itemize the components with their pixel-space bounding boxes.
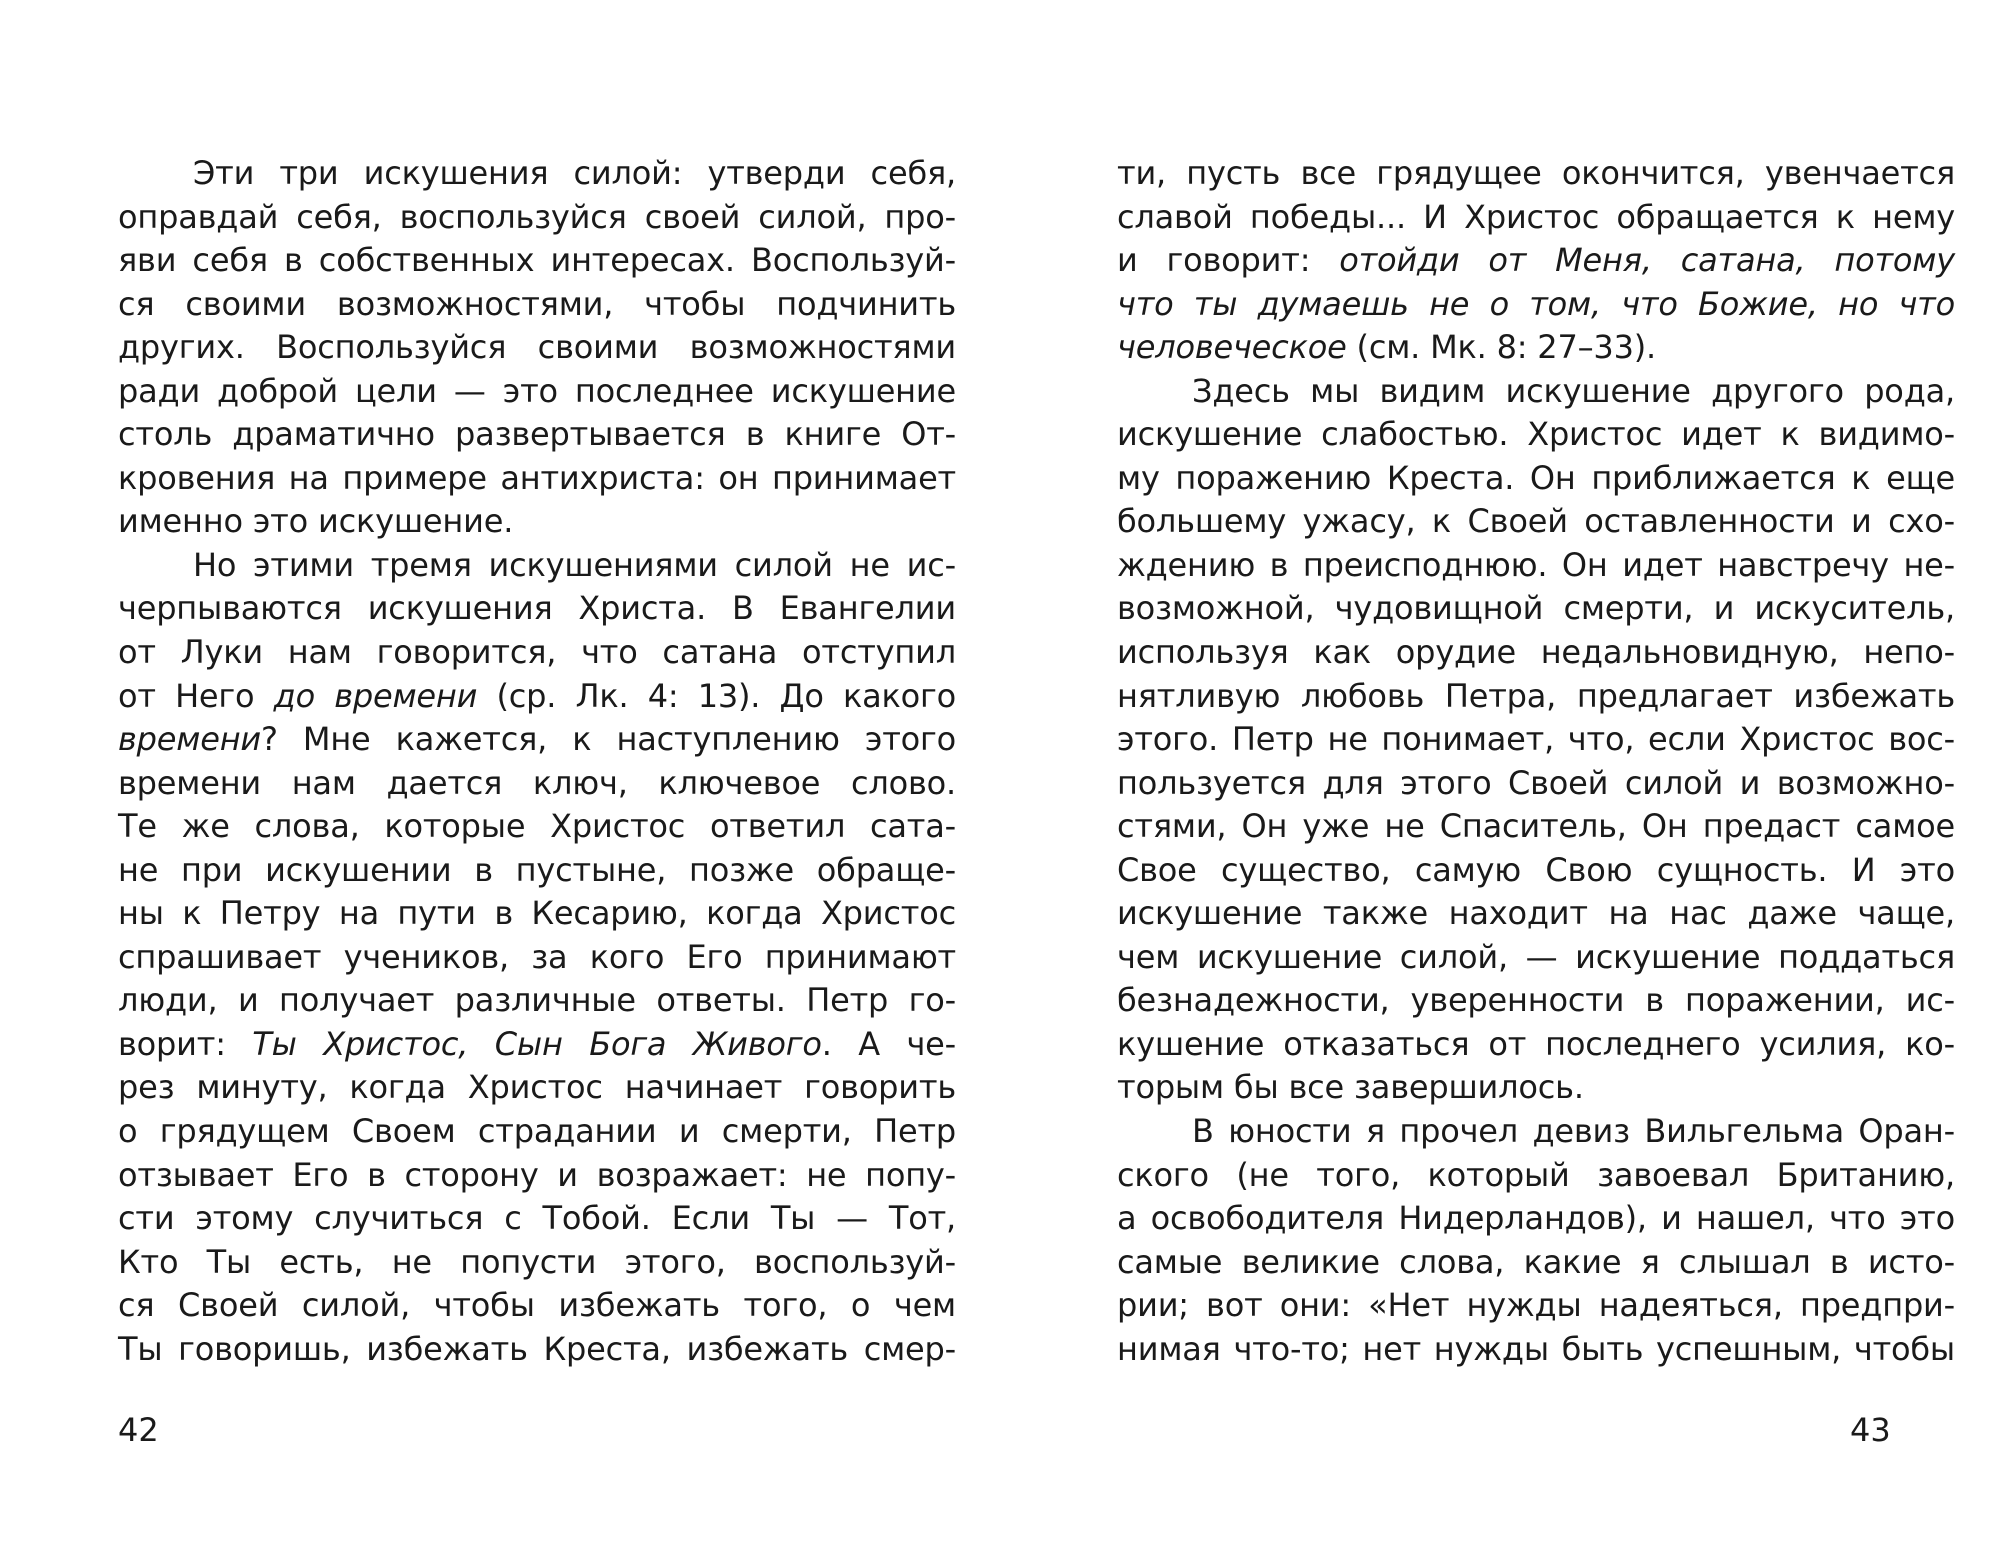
text-segment: этого. Петр не понимает, что, если Христос вос- <box>1117 720 1955 759</box>
text-line <box>1117 762 1955 806</box>
text-line <box>118 936 956 980</box>
text-segment: нимая что-то; нет нужды быть успешным, чтобы <box>1117 1329 1955 1368</box>
text-line <box>118 544 956 588</box>
page-number-left: 42 <box>118 1411 159 1449</box>
text-segment: нятливую любовь Петра, предлагает избежать <box>1117 676 1955 715</box>
text-segment: ны к Петру на пути в Кесарию, когда Христос <box>118 894 956 933</box>
italic-text: человеческое <box>1117 328 1347 367</box>
text-line <box>118 718 956 762</box>
text-line <box>118 805 956 849</box>
text-segment: Но этими тремя искушениями силой не ис- <box>193 545 956 584</box>
text-line <box>118 196 956 240</box>
text-line <box>1117 1241 1955 1285</box>
text-line <box>118 892 956 936</box>
text-segment: кушение отказаться от последнего усилия, ко- <box>1117 1024 1955 1063</box>
text-segment: ради доброй цели — это последнее искушение <box>118 371 956 410</box>
text-segment: Ты говоришь, избежать Креста, избежать смер- <box>118 1329 956 1368</box>
text-line <box>1117 979 1955 1023</box>
text-segment: самые великие слова, какие я слышал в исто- <box>1117 1242 1955 1281</box>
text-line <box>1117 544 1955 588</box>
text-line <box>118 370 956 414</box>
text-line <box>1117 1066 1955 1110</box>
text-line <box>1117 805 1955 849</box>
text-segment: ти, пусть все грядущее окончится, увенчается <box>1117 154 1955 192</box>
text-line <box>118 1197 956 1241</box>
text-line <box>1117 849 1955 893</box>
text-line <box>118 457 956 501</box>
text-segment: используя как орудие недальновидную, непо- <box>1117 633 1955 672</box>
text-segment: ского (не того, который завоевал Британию, <box>1117 1155 1955 1194</box>
text-segment: от Луки нам говорится, что сатана отступил <box>118 633 956 672</box>
text-line <box>118 762 956 806</box>
text-segment: стями, Он уже не Спаситель, Он предаст самое <box>1117 807 1955 846</box>
text-segment: ся Своей силой, чтобы избежать того, о чем <box>118 1286 956 1325</box>
text-line <box>1117 239 1955 283</box>
text-segment: В юности я прочел девиз Вильгельма Оран- <box>1192 1112 1955 1151</box>
text-line <box>1117 587 1955 631</box>
text-segment: рии; вот они: «Нет нужды надеяться, предпри- <box>1117 1286 1955 1325</box>
text-line <box>118 1154 956 1198</box>
text-segment: ворит: <box>118 1024 253 1063</box>
text-line <box>1117 283 1955 327</box>
text-segment: пользуется для этого Своей силой и возможно- <box>1117 763 1955 802</box>
text-line <box>1117 675 1955 719</box>
page-number-right: 43 <box>1850 1411 1891 1449</box>
text-line <box>118 587 956 631</box>
text-segment: спрашивает учеников, за кого Его принимают <box>118 937 956 976</box>
text-line <box>118 1241 956 1285</box>
text-segment: (ср. Лк. 4: 13). До какого <box>477 676 956 715</box>
text-line <box>118 500 956 544</box>
text-segment: торым бы все завершилось. <box>1117 1068 1584 1107</box>
text-segment: яви себя в собственных интересах. Воспользуй- <box>118 241 956 280</box>
text-segment: других. Воспользуйся своими возможностями <box>118 328 956 367</box>
text-segment: Кто Ты есть, не попусти этого, воспользуй- <box>118 1242 956 1281</box>
text-segment: возможной, чудовищной смерти, и искуситель, <box>1117 589 1955 628</box>
text-line <box>1117 500 1955 544</box>
text-line <box>1117 892 1955 936</box>
text-segment: рез минуту, когда Христос начинает говорить <box>118 1068 956 1107</box>
text-line <box>1117 196 1955 240</box>
text-line <box>1117 1023 1955 1067</box>
text-segment: Те же слова, которые Христос ответил сата- <box>118 807 956 846</box>
text-line <box>1117 152 1955 196</box>
text-line <box>1117 1154 1955 1198</box>
italic-text: отойди от Меня, сатана, потому <box>1339 241 1955 280</box>
italic-text: времени <box>118 720 262 759</box>
text-segment: Свое существо, самую Свою сущность. И это <box>1117 850 1955 889</box>
italic-text: что ты думаешь не о том, что Божие, но что <box>1117 284 1955 323</box>
text-line <box>118 413 956 457</box>
text-line <box>118 979 956 1023</box>
text-line <box>1117 936 1955 980</box>
text-line <box>118 631 956 675</box>
text-line <box>1117 1197 1955 1241</box>
text-line <box>1117 370 1955 414</box>
text-line <box>1117 631 1955 675</box>
text-line <box>118 152 956 196</box>
text-segment: ждению в преисподнюю. Он идет навстречу не- <box>1117 545 1955 584</box>
text-line <box>1117 718 1955 762</box>
text-segment: отзывает Его в сторону и возражает: не попу- <box>118 1155 956 1194</box>
text-segment: времени нам дается ключ, ключевое слово. <box>118 763 956 802</box>
text-line <box>118 675 956 719</box>
text-segment: о грядущем Своем страдании и смерти, Петр <box>118 1112 956 1151</box>
text-segment: не при искушении в пустыне, позже обраще- <box>118 850 956 889</box>
text-segment: а освободителя Нидерландов), и нашел, что это <box>1117 1199 1955 1238</box>
text-segment: Эти три искушения силой: утверди себя, <box>193 154 956 192</box>
text-segment: черпываются искушения Христа. В Евангелии <box>118 589 956 628</box>
text-line <box>118 1066 956 1110</box>
text-line <box>118 849 956 893</box>
text-line <box>118 1328 956 1372</box>
text-line <box>118 1110 956 1154</box>
text-segment: от Него <box>118 676 274 715</box>
text-segment: му поражению Креста. Он приближается к еще <box>1117 458 1955 497</box>
text-line <box>118 239 956 283</box>
text-segment: Здесь мы видим искушение другого рода, <box>1192 371 1955 410</box>
text-line <box>1117 413 1955 457</box>
text-segment: . А че- <box>821 1024 956 1063</box>
text-line <box>1117 457 1955 501</box>
text-segment: ся своими возможностями, чтобы подчинить <box>118 284 956 323</box>
text-segment: сти этому случиться с Тобой. Если Ты — Тот, <box>118 1199 956 1238</box>
text-segment: искушение также находит на нас даже чаще, <box>1117 894 1955 933</box>
text-segment: славой победы... И Христос обращается к нему <box>1117 197 1955 236</box>
text-line <box>1117 326 1955 370</box>
text-segment: безнадежности, уверенности в поражении, ис- <box>1117 981 1955 1020</box>
text-segment: ? Мне кажется, к наступлению этого <box>261 720 956 759</box>
text-segment: столь драматично развертывается в книге От- <box>118 415 956 454</box>
text-line <box>118 326 956 370</box>
text-segment: кровения на примере антихриста: он принимает <box>118 458 956 497</box>
text-segment: искушение слабостью. Христос идет к видимо- <box>1117 415 1955 454</box>
text-segment: именно это искушение. <box>118 502 514 541</box>
text-segment: (см. Мк. 8: 27–33). <box>1346 328 1656 367</box>
text-line <box>118 1023 956 1067</box>
text-line <box>118 283 956 327</box>
right-page-text <box>1117 152 1955 1371</box>
text-segment: и говорит: <box>1117 241 1340 280</box>
text-segment: большему ужасу, к Своей оставленности и схо- <box>1117 502 1955 541</box>
text-segment: чем искушение силой, — искушение поддаться <box>1117 937 1955 976</box>
text-line <box>1117 1328 1955 1372</box>
text-segment: люди, и получает различные ответы. Петр го- <box>118 981 956 1020</box>
text-line <box>118 1284 956 1328</box>
text-line <box>1117 1284 1955 1328</box>
text-line <box>1117 1110 1955 1154</box>
italic-text: Ты Христос, Сын Бога Живого <box>252 1024 822 1063</box>
italic-text: до времени <box>273 676 478 715</box>
left-page-text <box>118 152 956 1371</box>
text-segment: оправдай себя, воспользуйся своей силой, про- <box>118 197 956 236</box>
